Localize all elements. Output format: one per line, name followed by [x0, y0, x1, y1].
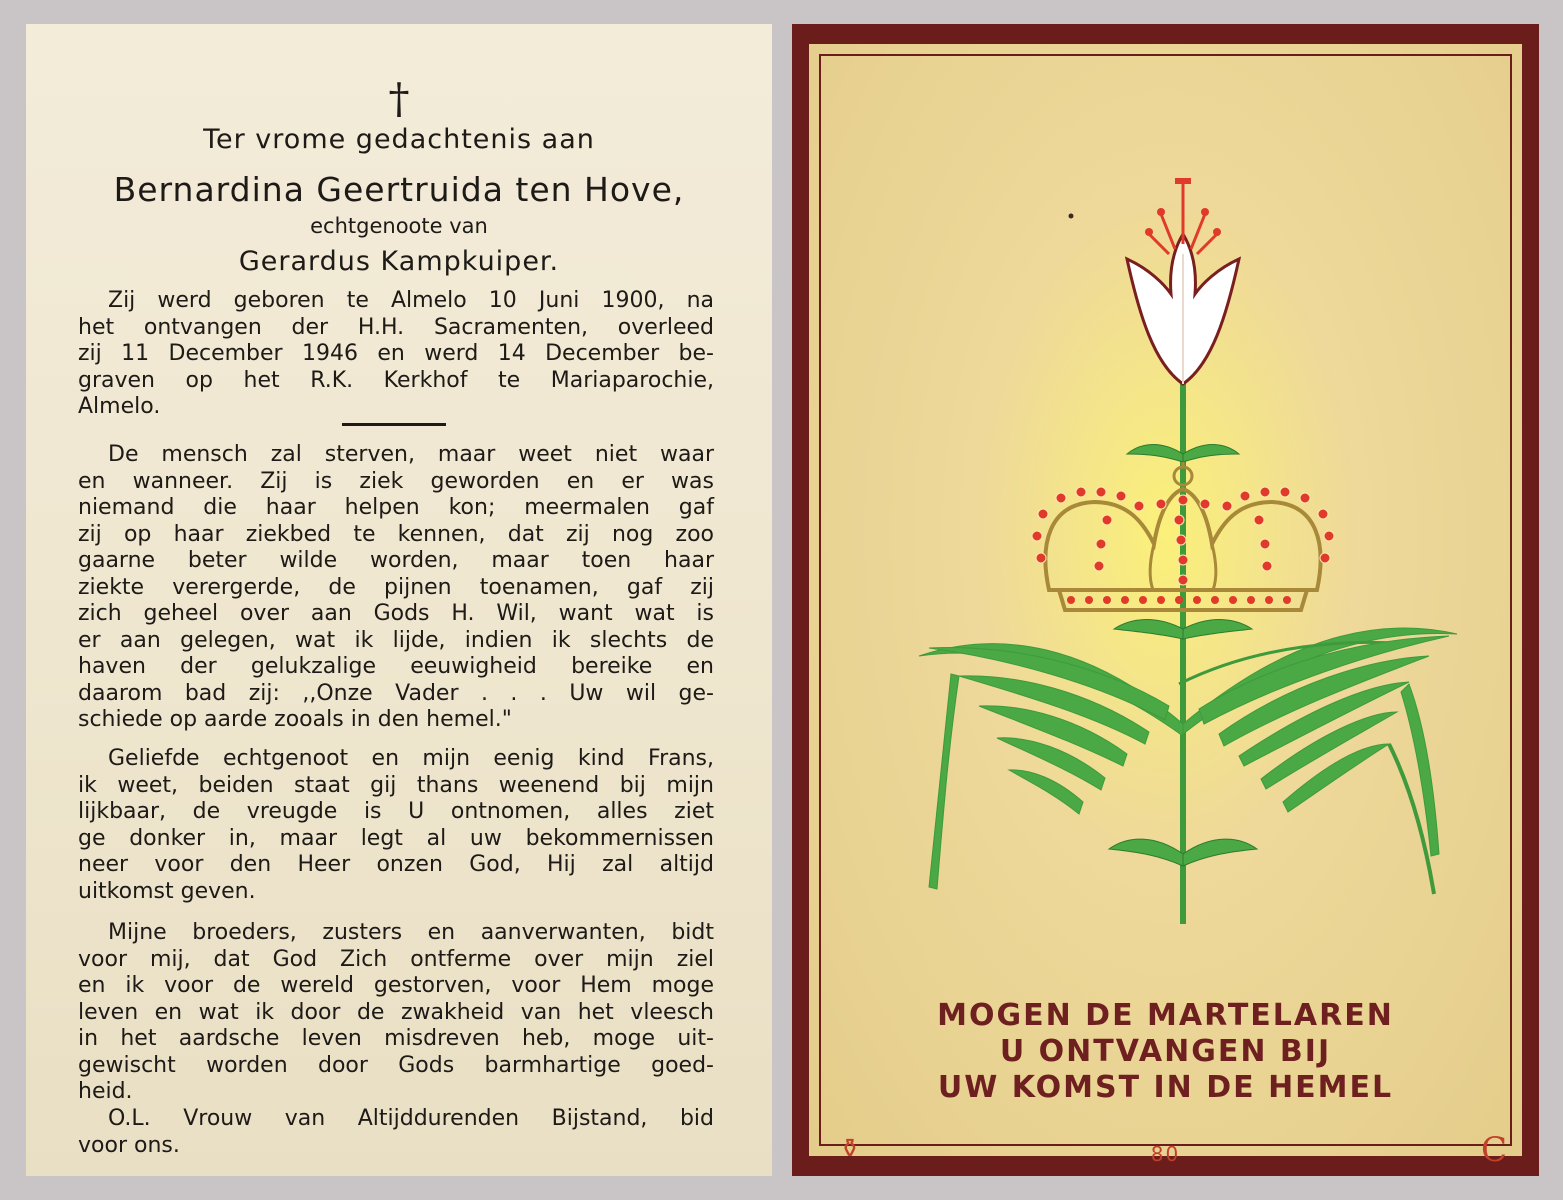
bio-line: Zij werd geboren te Almelo 10 Juni 1900, na [108, 288, 714, 313]
text-line: niemand die haar helpen kon; meermalen gaf [78, 495, 714, 520]
text-line: en ik voor de wereld gestorven, voor Hem moge [78, 973, 714, 998]
prayer-request-paragraph [78, 920, 714, 1106]
text-line: zich geheel over aan Gods H. Wil, want wat is [78, 601, 714, 626]
text-line: schiede op aarde zooals in den hemel." [78, 707, 512, 732]
text-line: lijkbaar, de vreugde is U ontnomen, alles ziet [78, 799, 714, 824]
text-line: heid. [78, 1079, 133, 1104]
text-line: ziekte verergerde, de pijnen toenamen, gaf zij [78, 574, 714, 600]
speck [1069, 214, 1074, 219]
text-line: voor ons. [78, 1132, 180, 1158]
bio-line: zij 11 December 1946 en werd 14 December be- [78, 341, 714, 366]
cross-icon: † [388, 74, 410, 123]
text-line: O.L. Vrouw van Altijddurenden Bijstand, bid [108, 1106, 714, 1131]
text-line: ge donker in, maar legt al uw bekommernissen [78, 825, 714, 851]
text-line: neer voor den Heer onzen God, Hij zal altijd [78, 852, 714, 877]
artist-monogram-left: ⚱ [839, 1134, 861, 1164]
text-line: De mensch zal sterven, maar weet niet waar [108, 442, 714, 467]
text-line: daarom bad zij: ,,Onze Vader . . . Uw wil ge- [78, 680, 714, 706]
publisher-monogram-right: C [1481, 1130, 1508, 1170]
reflection-paragraph [78, 442, 714, 734]
memorial-card-image-side [792, 24, 1539, 1176]
text-line: ik weet, beiden staat gij thans weenend bij mijn [78, 772, 714, 798]
motto-line: U ONTVANGEN BIJ [999, 1034, 1332, 1069]
text-line: Geliefde echtgenoot en mijn eenig kind Frans, [108, 746, 714, 771]
bio-line: het ontvangen der H.H. Sacramenten, overleed [78, 314, 714, 340]
spouse-name: Gerardus Kampkuiper. [238, 246, 560, 277]
intro-line: Ter vrome gedachtenis aan [203, 124, 595, 155]
text-line: gaarne beter wilde worden, maar toen haar [78, 548, 714, 573]
lily-flower-icon [1127, 178, 1239, 384]
bio-line: Almelo. [78, 394, 161, 419]
bio-line: graven op het R.K. Kerkhof te Mariaparochie, [78, 367, 714, 393]
bio-paragraph [78, 288, 714, 421]
card-panel [809, 44, 1522, 1170]
closing-prayer [78, 1106, 714, 1159]
text-line: Mijne broeders, zusters en aanverwanten, bidt [108, 920, 714, 945]
text-line: voor mij, dat God Zich ontferme over mijn ziel [78, 946, 714, 972]
text-line: en wanneer. Zij is ziek geworden en er was [78, 468, 714, 494]
family-paragraph [78, 746, 714, 905]
plate-number: 80 [1150, 1142, 1181, 1166]
memorial-card-text-side [26, 24, 772, 1176]
motto-line: MOGEN DE MARTELAREN [937, 998, 1394, 1033]
lily-crown-palm-illustration [809, 44, 1522, 994]
text-line: gewischt worden door Gods barmhartige goed- [78, 1052, 714, 1078]
text-line: er aan gelegen, wat ik lijde, indien ik slechts de [78, 627, 714, 653]
deceased-name: Bernardina Geertruida ten Hove, [113, 170, 685, 209]
motto-text [809, 998, 1522, 1106]
text-line: uitkomst geven. [78, 878, 256, 904]
spouse-label: echtgenoote van [310, 214, 488, 238]
text-line: zij op haar ziekbed te kennen, dat zij nog zoo [78, 521, 714, 547]
motto-line: UW KOMST IN DE HEMEL [937, 1070, 1394, 1105]
text-line: haven der gelukzalige eeuwigheid bereike en [78, 654, 714, 679]
text-line: in het aardsche leven misdreven heb, moge uit- [78, 1026, 714, 1051]
text-line: leven en wat ik door de zwakheid van het vleesch [78, 999, 714, 1025]
section-divider [342, 423, 446, 426]
